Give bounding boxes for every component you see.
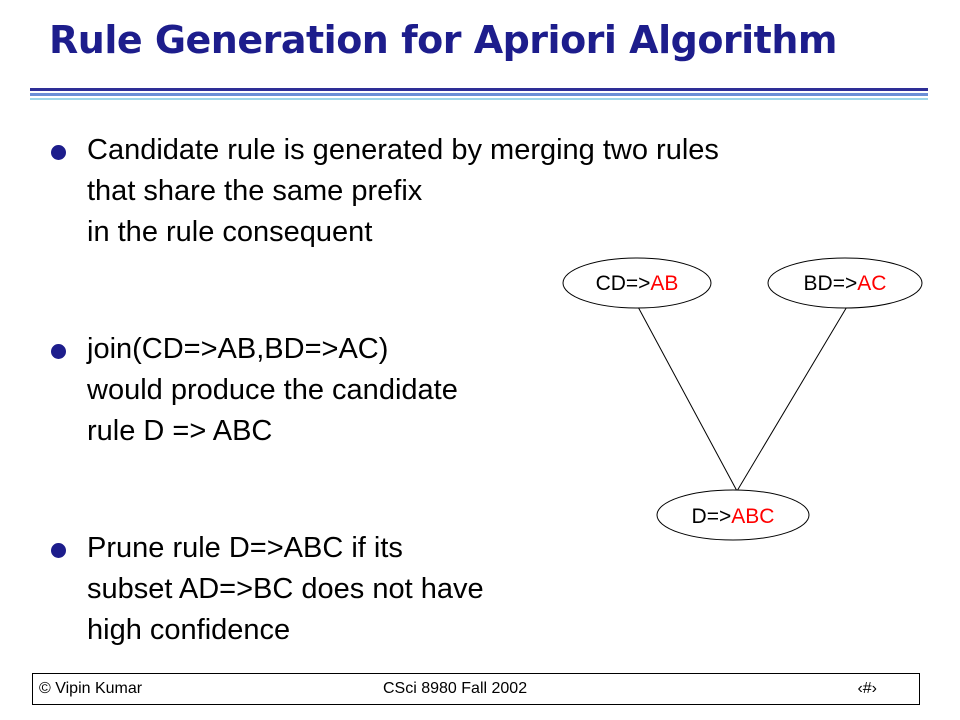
bullet-3-line-1: Prune rule D=>ABC if its: [87, 532, 403, 564]
slide-footer: [32, 673, 920, 705]
node-bd-ac-label: [804, 272, 887, 295]
node-d-abc-prefix: D=>: [691, 505, 732, 528]
node-bd-ac-prefix: BD=>: [803, 272, 858, 295]
node-cd-ab-label: [596, 272, 679, 295]
footer-slide-number: ‹#›: [857, 680, 877, 697]
bullet-1-line-1: Candidate rule is generated by merging two rules: [87, 134, 719, 166]
bullet-1-line-3: in the rule consequent: [87, 216, 373, 248]
edge-left: [637, 305, 737, 491]
footer-copyright: © Vipin Kumar: [39, 680, 143, 697]
node-d-abc-label: [692, 505, 775, 528]
bullet-3-line-3: high confidence: [87, 614, 291, 646]
slide-title: Rule Generation for Apriori Algorithm: [49, 18, 837, 62]
bullet-3-line-2: subset AD=>BC does not have: [87, 573, 484, 605]
node-cd-ab-prefix: CD=>: [595, 272, 651, 295]
node-d-abc-suffix: ABC: [731, 505, 775, 528]
bullet-2-line-1: join(CD=>AB,BD=>AC): [87, 333, 389, 365]
node-cd-ab-suffix: AB: [650, 272, 679, 295]
bullet-1-line-2: that share the same prefix: [87, 175, 423, 207]
footer-course: CSci 8980 Fall 2002: [383, 680, 528, 697]
node-bd-ac-suffix: AC: [857, 272, 887, 295]
bullet-2-line-3: rule D => ABC: [87, 415, 273, 447]
edge-right: [737, 305, 848, 491]
bullet-2-line-2: would produce the candidate: [87, 374, 458, 406]
